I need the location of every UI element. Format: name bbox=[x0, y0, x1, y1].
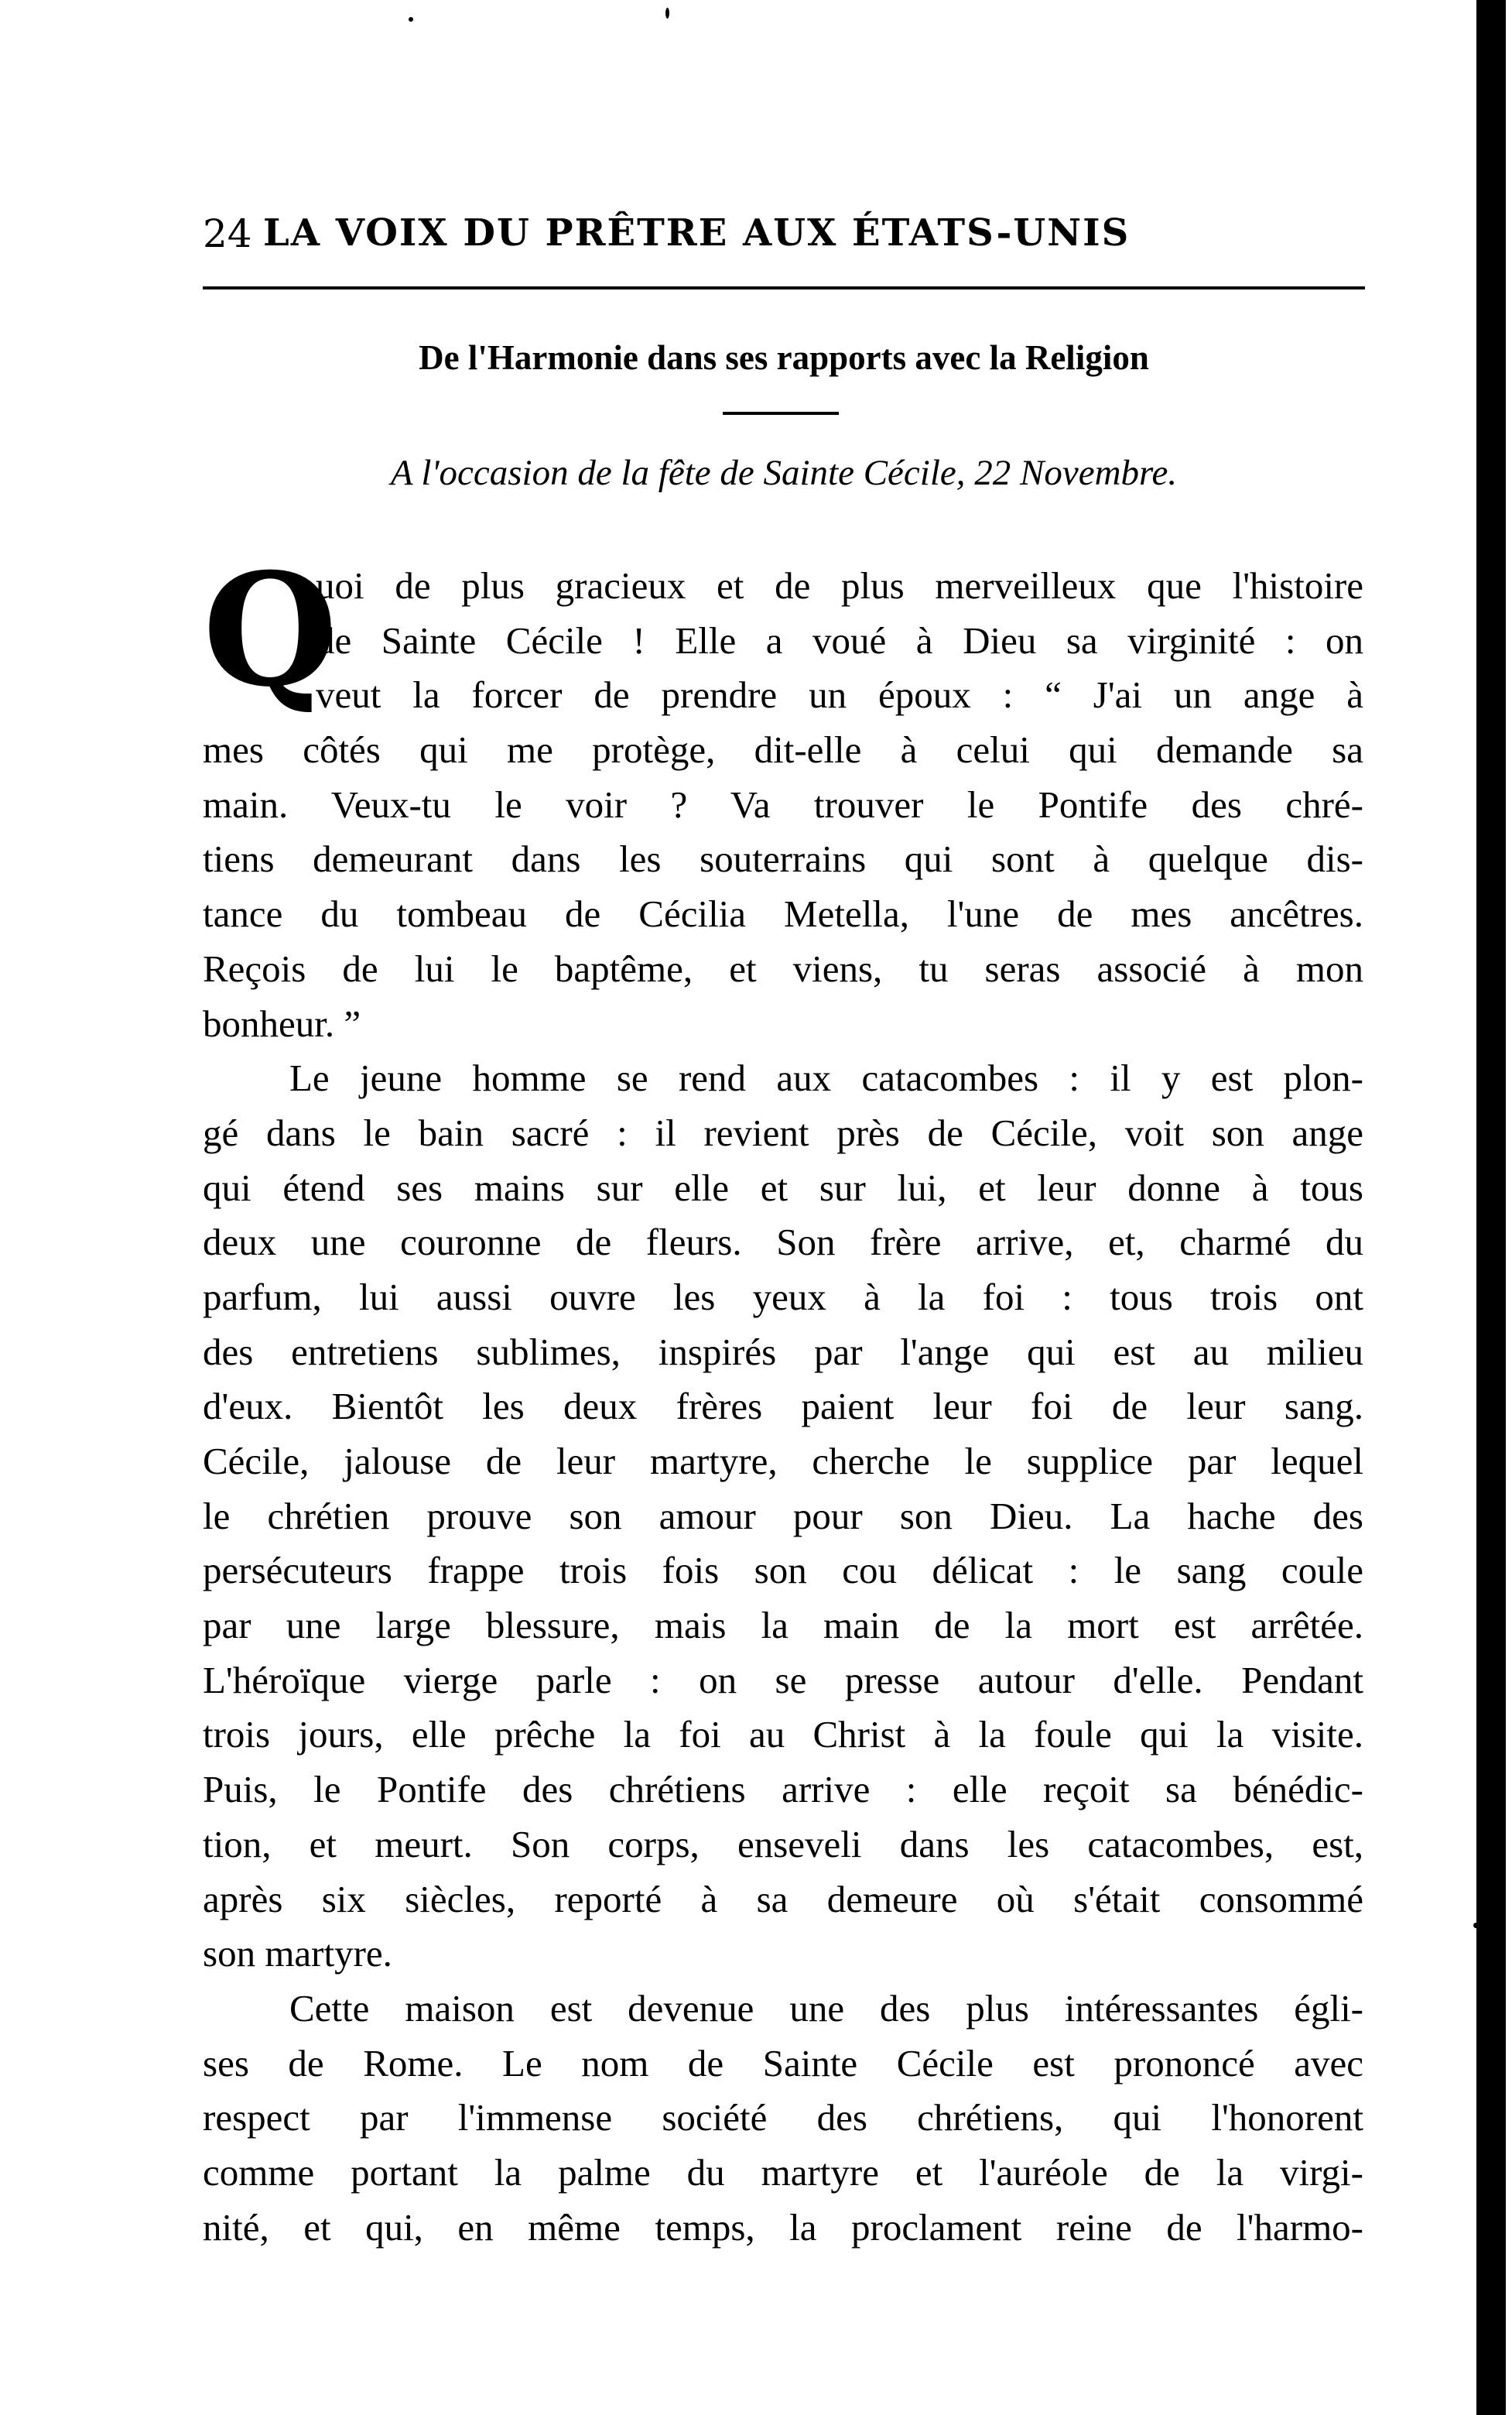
text-line: parfum, lui aussi ouvre les yeux à la foi : tous trois ont bbox=[203, 1275, 1363, 1318]
text-line: tiens demeurant dans les souterrains qui sont à quelque dis- bbox=[203, 838, 1363, 881]
page-number: 24 bbox=[203, 211, 252, 256]
text-line: Cette maison est devenue une des plus intéressantes égli- bbox=[289, 1986, 1363, 2030]
article-title: De l'Harmonie dans ses rapports avec la Religion bbox=[419, 338, 1149, 377]
text-line: persécuteurs frappe trois fois son cou délicat : le sang coule bbox=[203, 1549, 1363, 1592]
text-line: main. Veux-tu le voir ? Va trouver le Pontife des chré- bbox=[203, 783, 1363, 826]
text-line: ses de Rome. Le nom de Sainte Cécile est prononcé avec bbox=[203, 2041, 1363, 2084]
text-line: nité, et qui, en même temps, la proclament reine de l'harmo- bbox=[203, 2205, 1363, 2249]
text-line: Le jeune homme se rend aux catacombes : il y est plon- bbox=[289, 1057, 1363, 1100]
text-line: de Sainte Cécile ! Elle a voué à Dieu sa virginité : on bbox=[316, 618, 1363, 662]
text-line: tion, et meurt. Son corps, enseveli dans les catacombes, est, bbox=[203, 1822, 1363, 1865]
scan-speck bbox=[409, 17, 413, 22]
running-title: LA VOIX DU PRÊTRE AUX ÉTATS-UNIS bbox=[263, 211, 1131, 255]
scan-speck bbox=[1473, 1923, 1479, 1928]
text-line: trois jours, elle prêche la foi au Christ à la foule qui la visite. bbox=[203, 1713, 1363, 1756]
text-line: L'héroïque vierge parle : on se presse autour d'elle. Pendant bbox=[203, 1658, 1363, 1701]
text-line: par une large blessure, mais la main de la mort est arrêtée. bbox=[203, 1604, 1363, 1647]
scan-speck bbox=[665, 8, 669, 19]
text-line: deux une couronne de fleurs. Son frère arrive, et, charmé du bbox=[203, 1221, 1363, 1264]
article-body bbox=[203, 540, 1363, 2255]
text-line: uoi de plus gracieux et de plus merveilleux que l'histoire bbox=[316, 564, 1363, 607]
text-line: d'eux. Bientôt les deux frères paient leur foi de leur sang. bbox=[203, 1385, 1363, 1428]
scan-edge-bar bbox=[1476, 0, 1506, 2415]
text-line: le chrétien prouve son amour pour son Dieu. La hache des bbox=[203, 1494, 1363, 1537]
title-rule bbox=[723, 412, 839, 415]
text-line: après six siècles, reporté à sa demeure où s'était consommé bbox=[203, 1877, 1363, 1920]
text-line: des entretiens sublimes, inspirés par l'ange qui est au milieu bbox=[203, 1330, 1363, 1373]
text-line: respect par l'immense société des chrétiens, qui l'honorent bbox=[203, 2096, 1363, 2139]
text-line: Reçois de lui le baptême, et viens, tu seras associé à mon bbox=[203, 947, 1363, 990]
text-line: veut la forcer de prendre un époux : “ J'ai un ange à bbox=[316, 673, 1363, 717]
text-line: Puis, le Pontife des chrétiens arrive : elle reçoit sa bénédic- bbox=[203, 1768, 1363, 1811]
text-line: son martyre. bbox=[203, 1932, 392, 1975]
article-subtitle: A l'occasion de la fête de Sainte Cécile, 22 Novembre. bbox=[390, 453, 1178, 493]
text-line: gé dans le bain sacré : il revient près de Cécile, voit son ange bbox=[203, 1111, 1363, 1154]
page-header bbox=[203, 209, 1363, 263]
text-line: Cécile, jalouse de leur martyre, cherche le supplice par lequel bbox=[203, 1440, 1363, 1482]
text-line: comme portant la palme du martyre et l'auréole de la virgi- bbox=[203, 2150, 1363, 2194]
header-rule bbox=[203, 286, 1365, 289]
text-line: tance du tombeau de Cécilia Metella, l'une de mes ancêtres. bbox=[203, 892, 1363, 936]
drop-cap: Q bbox=[203, 540, 338, 721]
text-line: mes côtés qui me protège, dit-elle à celui qui demande sa bbox=[203, 728, 1363, 772]
text-line: qui étend ses mains sur elle et sur lui, et leur donne à tous bbox=[203, 1166, 1363, 1209]
text-line: bonheur. ” bbox=[203, 1002, 361, 1045]
